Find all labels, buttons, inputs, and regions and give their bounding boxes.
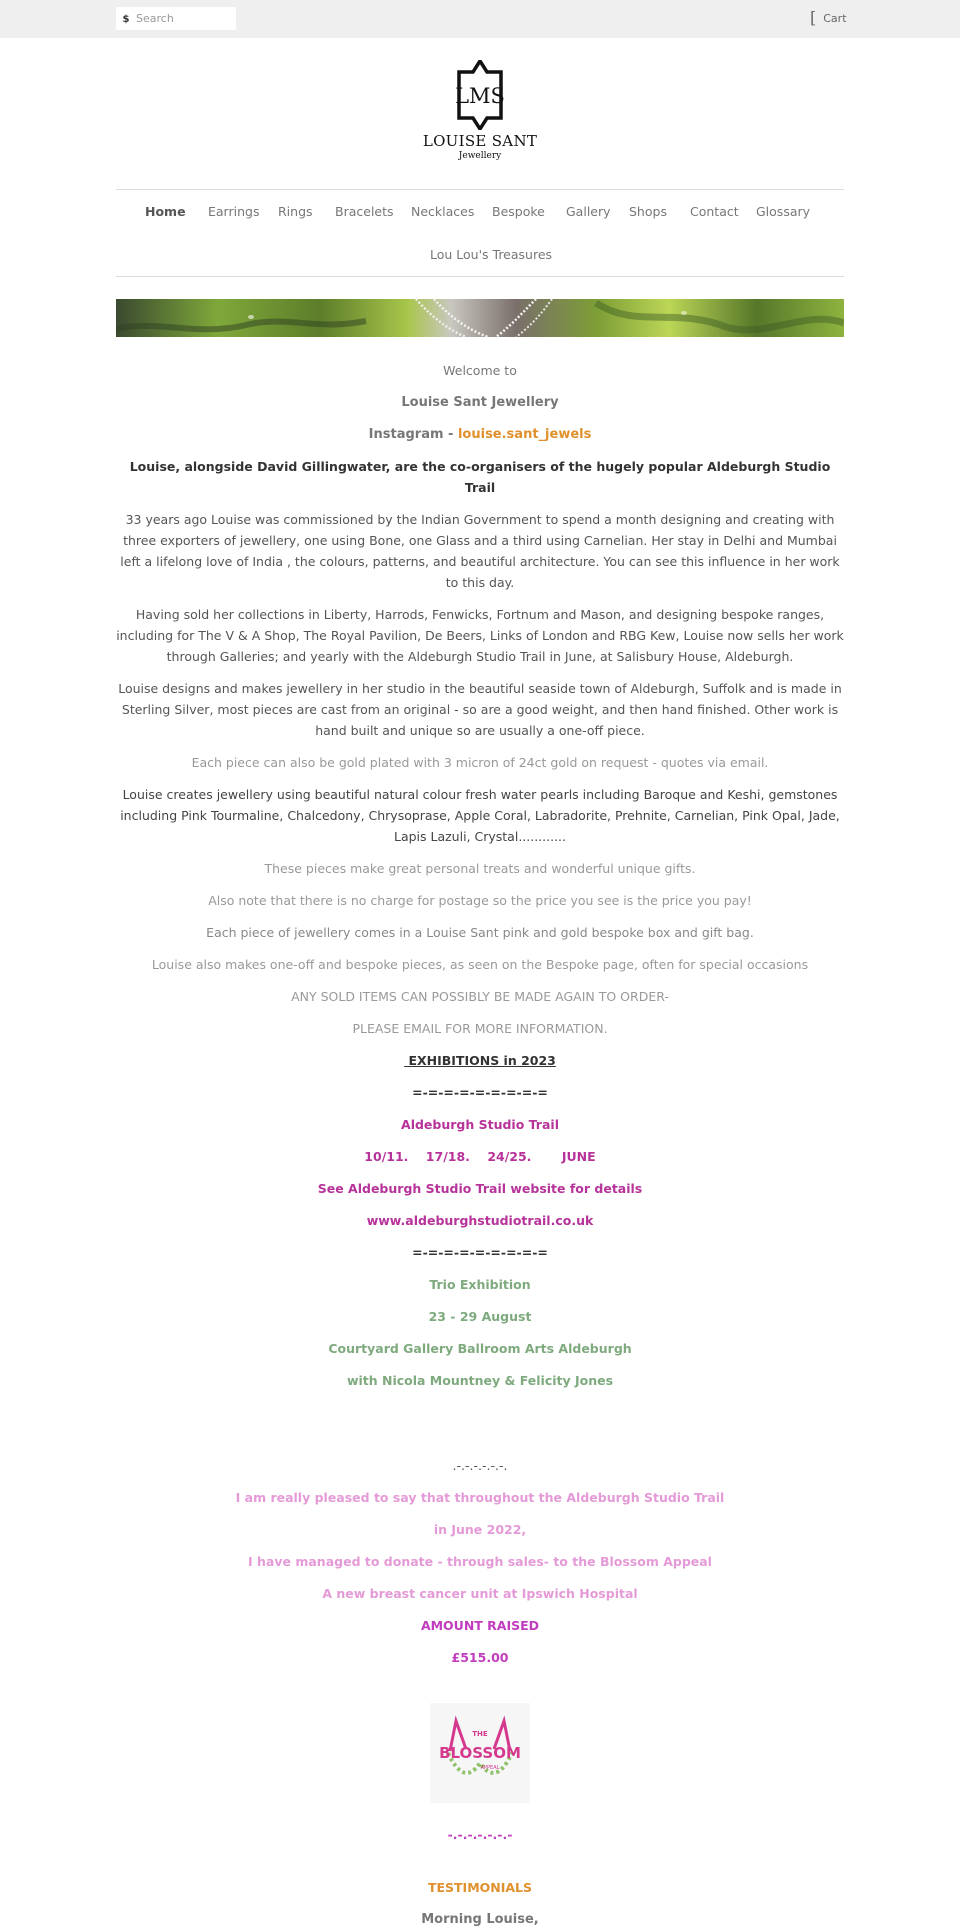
trio-venue: Courtyard Gallery Ballroom Arts Aldeburgh (328, 1341, 632, 1356)
blossom-logo-sub: APPEAL (480, 1765, 500, 1771)
logo-sub: Jewellery (458, 151, 502, 161)
nav-item-contact[interactable]: Contact (690, 204, 739, 219)
search-input[interactable] (136, 12, 232, 25)
trio-title: Trio Exhibition (429, 1277, 531, 1292)
instagram-label: Instagram - (368, 427, 458, 442)
divider-2: =-=-=-=-=-=-=-=-= (412, 1245, 548, 1260)
instagram-line (116, 424, 844, 445)
postage-text: Also note that there is no charge for postage so the price you see is the price you pay! (208, 893, 752, 908)
sold-items-text: ANY SOLD ITEMS CAN POSSIBLY BE MADE AGAIN TO ORDER- (291, 989, 669, 1004)
box-text: Each piece of jewellery comes in a Louise Sant pink and gold bespoke box and gift bag. (206, 925, 754, 940)
trail-url[interactable]: www.aldeburghstudiotrail.co.uk (366, 1213, 594, 1228)
cart-label: Cart (823, 11, 847, 25)
main-content (116, 360, 844, 1930)
shop-name: Louise Sant Jewellery (401, 395, 559, 410)
blossom-line-3: I have managed to donate - through sales- to the Blossom Appeal (248, 1554, 712, 1569)
nav-item-gallery[interactable]: Gallery (566, 204, 611, 219)
top-bar (0, 0, 960, 38)
logo-brand: LOUISE SANT (422, 132, 538, 150)
amount-raised: £515.00 (451, 1650, 509, 1665)
lms-logo-icon (443, 60, 517, 130)
main-nav (116, 189, 844, 277)
logo-monogram: LMS (455, 84, 505, 108)
dots-divider-2: -.-.-.-.-.-.- (447, 1827, 513, 1842)
trail-dates: 10/11. 17/18. 24/25. JUNE (364, 1149, 596, 1164)
trail-details: See Aldeburgh Studio Trail website for details (317, 1181, 643, 1196)
testimonials-heading: TESTIMONIALS (427, 1880, 533, 1895)
necklace-image-icon (116, 299, 844, 337)
welcome-text: Welcome to (443, 363, 517, 378)
organisers-text: Louise, alongside David Gillingwater, are the co-organisers of the hugely popular Aldeburgh Studio Trail (129, 459, 831, 495)
nav-item-lou-lous-treasures[interactable]: Lou Lou's Treasures (430, 247, 553, 262)
one-off-text: Louise also makes one-off and bespoke pieces, as seen on the Bespoke page, often for special occasions (151, 957, 809, 972)
search-box[interactable] (116, 7, 236, 30)
pearls-paragraph: Louise creates jewellery using beautiful natural colour fresh water pearls including Baroque and Keshi, gemstones including Pink Tourmaline, Chalcedony, Chrysoprase, Apple Coral, Labradorite, Prehnite, Carnelian, Pink Opal, Jade, Lapis Lazuli, Crystal............ (120, 787, 840, 844)
logo[interactable] (420, 60, 540, 170)
nav-item-bracelets[interactable]: Bracelets (335, 204, 394, 219)
hero-banner-image (116, 299, 844, 337)
treats-text: These pieces make great personal treats and wonderful unique gifts. (264, 861, 696, 876)
india-paragraph: 33 years ago Louise was commissioned by the Indian Government to spend a month designing and creating with three exporters of jewellery, one using Bone, one Glass and a third using Carnelian. Her stay in Delhi and Mumbai left a lifelong love of India , the colours, patterns, and beautiful architecture. You can see this influence in her work to this day. (120, 512, 840, 590)
nav-item-bespoke[interactable]: Bespoke (492, 204, 545, 219)
amount-label: AMOUNT RAISED (420, 1618, 540, 1633)
testimonial-greeting: Morning Louise, (421, 1912, 539, 1927)
blossom-line-1: I am really pleased to say that throughout the Aldeburgh Studio Trail (235, 1490, 725, 1505)
blossom-logo-main: BLOSSOM (439, 1744, 521, 1762)
trio-with: with Nicola Mountney & Felicity Jones (346, 1373, 614, 1388)
nav-item-shops[interactable]: Shops (629, 204, 667, 219)
gold-plated-text: Each piece can also be gold plated with 3 micron of 24ct gold on request - quotes via email. (191, 755, 769, 770)
nav-item-necklaces[interactable]: Necklaces (411, 204, 475, 219)
studio-paragraph: Louise designs and makes jewellery in her studio in the beautiful seaside town of Aldeburgh, Suffolk and is made in Sterling Silver, most pieces are cast from an original - so are a good weight, and then hand finished. Other work is hand built and unique so are usually a one-off piece. (118, 681, 842, 738)
instagram-link[interactable]: louise.sant_jewels (457, 427, 592, 442)
dots-divider: .-.-.-.-.-.-. (452, 1458, 508, 1473)
nav-item-earrings[interactable]: Earrings (208, 204, 260, 219)
trail-title: Aldeburgh Studio Trail (401, 1117, 559, 1132)
nav-item-home[interactable]: Home (145, 204, 186, 219)
trio-dates: 23 - 29 August (428, 1309, 532, 1324)
blossom-line-2: in June 2022, (433, 1522, 527, 1537)
blossom-appeal-logo (430, 1703, 530, 1803)
nav-item-glossary[interactable]: Glossary (756, 204, 811, 219)
blossom-logo-top: THE (472, 1730, 488, 1738)
blossom-appeal-icon (430, 1703, 530, 1803)
cart-link[interactable] (810, 10, 847, 26)
collections-paragraph: Having sold her collections in Liberty, Harrods, Fenwicks, Fortnum and Mason, and designing bespoke ranges, including for The V & A Shop, The Royal Pavilion, De Beers, Links of London and RBG Kew, Louise now sells her work through Galleries; and yearly with the Aldeburgh Studio Trail in June, at Salisbury House, Aldeburgh. (116, 607, 844, 664)
email-info-text: PLEASE EMAIL FOR MORE INFORMATION. (352, 1021, 608, 1036)
nav-item-rings[interactable]: Rings (278, 204, 313, 219)
exhibitions-heading: EXHIBITIONS in 2023 (404, 1053, 556, 1068)
divider-1: =-=-=-=-=-=-=-=-= (412, 1085, 548, 1100)
search-icon: $ (122, 14, 130, 25)
blossom-line-4: A new breast cancer unit at Ipswich Hospital (322, 1586, 638, 1601)
cart-icon: [ (810, 8, 817, 27)
